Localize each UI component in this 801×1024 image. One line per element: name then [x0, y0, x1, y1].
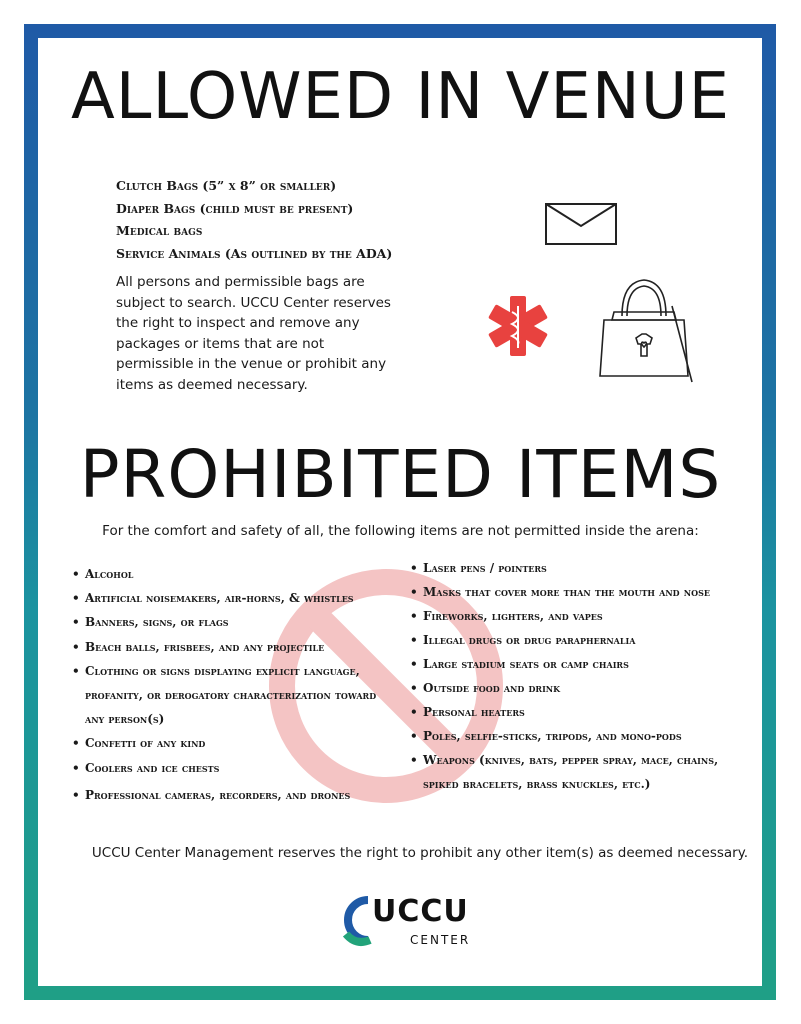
- allowed-item: Medical bags: [116, 223, 203, 238]
- allowed-item: Diaper Bags (child must be present): [116, 200, 354, 216]
- allowed-item: Service Animals (As outlined by the ADA): [116, 245, 393, 261]
- prohibited-item: • Masks that cover more than the mouth and nose: [410, 583, 730, 601]
- prohibited-item: • Artificial noisemakers, air-horns, & whistles: [72, 586, 392, 610]
- allowed-item: Clutch Bags (5” x 8” or smaller): [116, 178, 337, 193]
- prohibited-item: • Clothing or signs displaying explicit language, profanity, or derogatory characterization toward any person(s): [72, 659, 392, 732]
- prohibited-item: • Poles, selfie-sticks, tripods, and mono-pods: [410, 724, 730, 748]
- allowed-title: ALLOWED IN VENUE: [71, 60, 730, 134]
- prohibited-item: • Laser pens / pointers: [410, 556, 730, 580]
- prohibited-item: • Beach balls, frisbees, and any projectile: [72, 635, 392, 659]
- clutch-bag-icon: [538, 196, 624, 252]
- prohibited-item: • Outside food and drink: [410, 676, 730, 700]
- prohibited-list-left: [72, 562, 392, 810]
- prohibited-item: • Large stadium seats or camp chairs: [410, 652, 730, 676]
- medical-star-icon: [484, 292, 552, 360]
- prohibited-item: • Professional cameras, recorders, and drones: [72, 783, 392, 807]
- prohibited-item: • Alcohol: [72, 562, 392, 586]
- logo-subtext: CENTER: [410, 933, 471, 947]
- prohibited-item: • Coolers and ice chests: [72, 756, 392, 780]
- prohibited-title: PROHIBITED ITEMS: [79, 436, 722, 513]
- prohibited-item: • Banners, signs, or flags: [72, 610, 392, 634]
- prohibited-item: • Fireworks, lighters, and vapes: [410, 604, 730, 628]
- prohibited-item: • Confetti of any kind: [72, 731, 392, 755]
- prohibited-item: • Illegal drugs or drug paraphernalia: [410, 628, 730, 652]
- prohibited-list-right: [410, 556, 730, 796]
- allowed-list: [116, 175, 392, 265]
- prohibited-item: • Personal heaters: [410, 700, 730, 724]
- search-policy-note: All persons and permissible bags are subject to search. UCCU Center reserves the right to inspect and remove any packages or items that are not permissible in the venue or prohibit any items as deemed necessary.: [116, 274, 391, 393]
- logo-wordmark: UCCU: [372, 894, 469, 929]
- management-note: UCCU Center Management reserves the right to prohibit any other item(s) as deemed necessary.: [91, 845, 749, 861]
- prohibited-item: • Weapons (knives, bats, pepper spray, mace, chains, spiked bracelets, brass knuckles, etc.): [410, 748, 730, 796]
- prohibited-intro: For the comfort and safety of all, the following items are not permitted inside the arena:: [102, 523, 699, 539]
- diaper-bag-icon: [594, 276, 694, 384]
